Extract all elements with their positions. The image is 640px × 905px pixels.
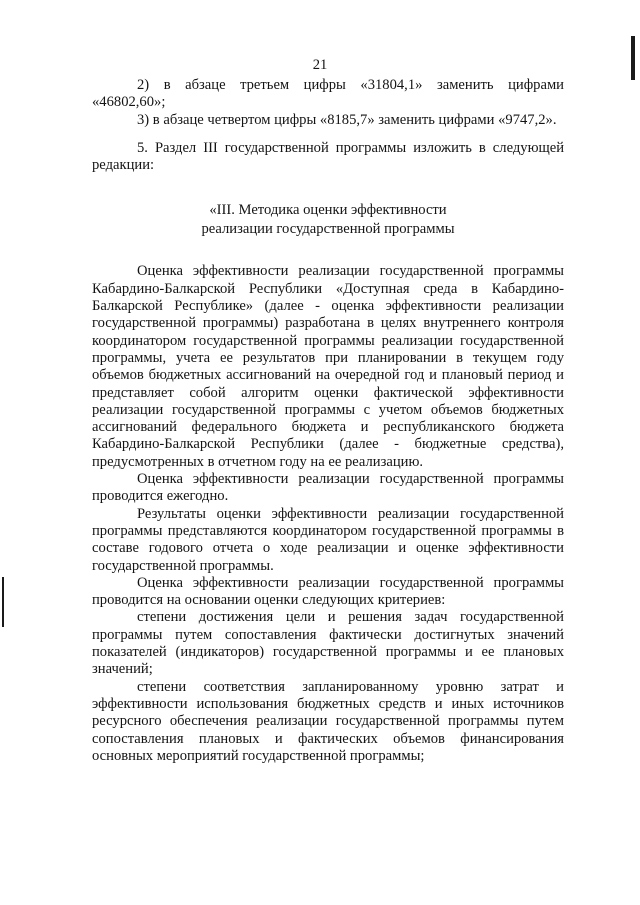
section-heading (92, 201, 564, 239)
scan-edge-mark-left (2, 577, 4, 627)
paragraph-criterion-costs: степени соответствия запланированному уровню затрат и эффективности использования бюджетных средств и иных источников ресурсного обеспечения реализации государственной программы путем сопоставления плановых и фактических объемов финансирования основных мероприятий государственной программы; (92, 678, 564, 764)
paragraph-item-3: 3) в абзаце четвертом цифры «8185,7» заменить цифрами «9747,2». (137, 111, 557, 128)
document-body (92, 77, 564, 765)
paragraph-results-reporting: Результаты оценки эффективности реализации государственной программы представляются координатором государственной программы в составе годового отчета о ходе реализации и оценке эффективности государственной программы. (92, 505, 564, 574)
paragraph-section-5: 5. Раздел III государственной программы изложить в следующей редакции: (92, 139, 564, 174)
paragraph-item-2: 2) в абзаце третьем цифры «31804,1» заменить цифрами «46802,60»; (92, 77, 564, 111)
scan-edge-mark-right (631, 36, 635, 80)
section-heading-line-1: «III. Методика оценки эффективности (209, 202, 447, 219)
paragraph-annual-assessment: Оценка эффективности реализации государственной программы проводится ежегодно. (92, 471, 564, 505)
section-heading-line-2: реализации государственной программы (201, 221, 455, 238)
paragraph-methodology-intro: Оценка эффективности реализации государственной программы Кабардино-Балкарской Республики «Доступная среда в Кабардино-Балкарской Республике» (далее - оценка эффективности реализации государственной программы) разработана в целях внутреннего контроля координатором государственной программы реализации государственной программы, учета ее результатов при планировании в текущем году объемов бюджетных ассигнований на очередной год и плановый период и представляет собой алгоритм оценки фактической эффективности реализации государственной программы с учетом объемов бюджетных ассигнований федерального бюджета и республиканского бюджета Кабардино-Балкарской Республики (далее - бюджетные средства), предусмотренных в отчетном году на ее реализацию. (92, 263, 564, 470)
page-number: 21 (312, 57, 328, 73)
paragraph-criterion-goals: степени достижения цели и решения задач государственной программы путем сопоставления фактически достигнутых значений показателей (индикаторов) государственной программы и ее плановых значений; (92, 609, 564, 678)
paragraph-criteria-intro: Оценка эффективности реализации государственной программы проводится на основании оценки следующих критериев: (92, 574, 564, 609)
